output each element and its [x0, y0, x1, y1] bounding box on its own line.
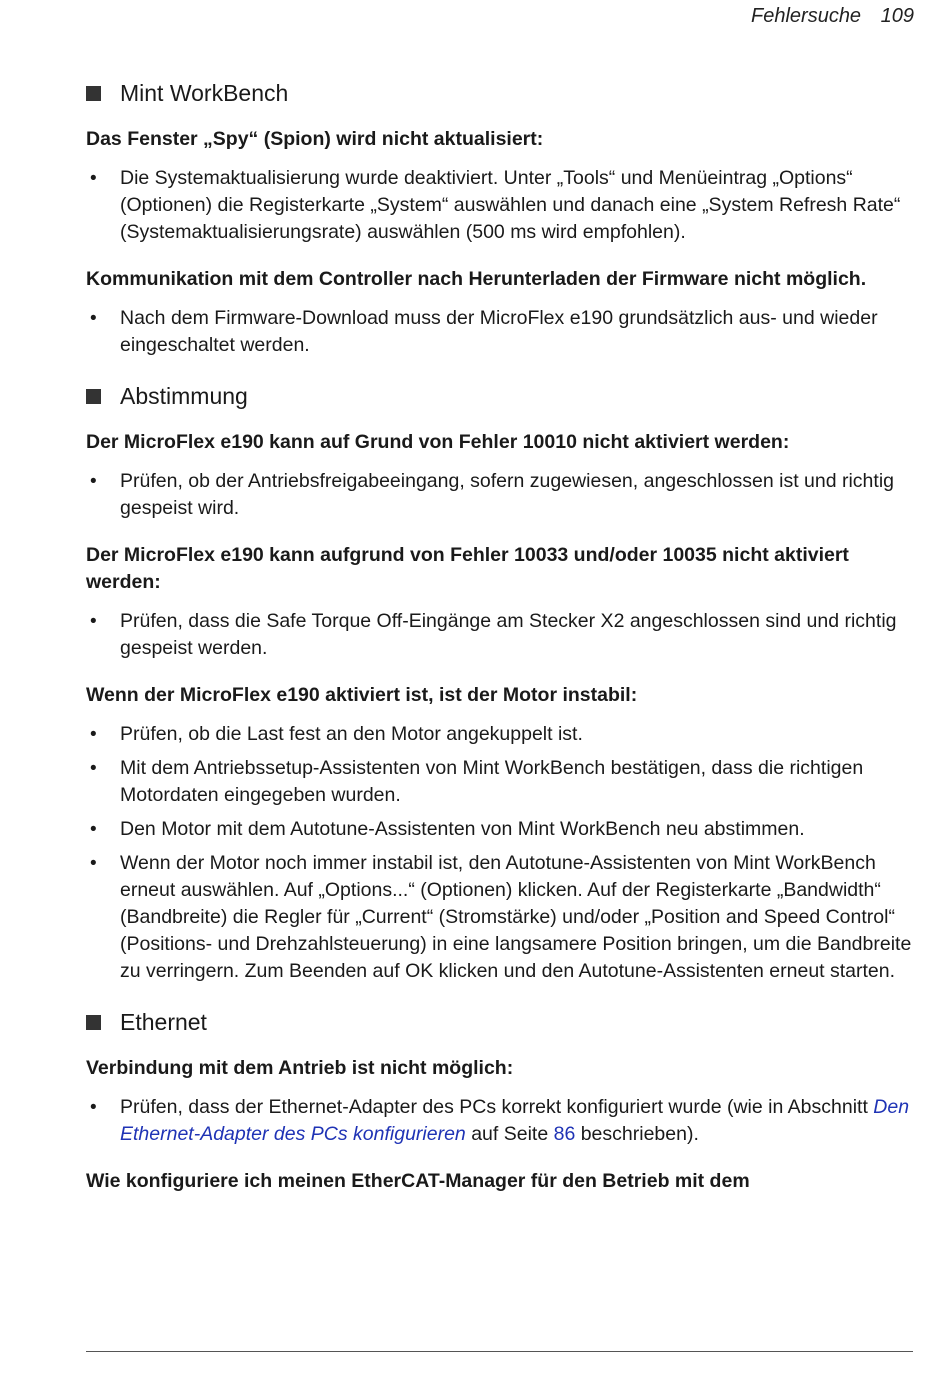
list-item: [86, 1094, 916, 1148]
bullet-dot-icon: •: [90, 853, 97, 874]
section-heading: [86, 1005, 916, 1039]
list-item-text: Prüfen, dass die Safe Torque Off-Eingänge am Stecker X2 angeschlossen sind und richtig gespeist werden.: [120, 610, 897, 659]
bullet-dot-icon: •: [90, 168, 97, 189]
bullet-dot-icon: •: [90, 724, 97, 745]
list-item-text: Prüfen, ob der Antriebsfreigabeeingang, sofern zugewiesen, angeschlossen ist und richtig gespeist wird.: [120, 470, 894, 519]
list-item: [86, 755, 916, 809]
question-heading: Der MicroFlex e190 kann auf Grund von Fehler 10010 nicht aktiviert werden:: [86, 431, 790, 453]
page-number: 109: [880, 5, 914, 27]
bullet-list: [86, 721, 916, 985]
bullet-dot-icon: •: [90, 758, 97, 779]
bullet-dot-icon: •: [90, 611, 97, 632]
section-heading: [86, 379, 916, 413]
section-mint-workbench: [86, 76, 916, 359]
list-item: [86, 305, 916, 359]
square-bullet-icon: [86, 1015, 101, 1030]
list-item-text-middle: auf Seite: [465, 1123, 554, 1145]
question-heading: Verbindung mit dem Antrieb ist nicht möglich:: [86, 1057, 514, 1079]
list-item-text: Nach dem Firmware-Download muss der MicroFlex e190 grundsätzlich aus- und wieder eingeschaltet werden.: [120, 307, 878, 356]
header-section-title: Fehlersuche: [751, 5, 862, 27]
bullet-dot-icon: •: [90, 308, 97, 329]
list-item: [86, 721, 916, 748]
list-item: [86, 608, 916, 662]
section-heading-text: Mint WorkBench: [120, 79, 289, 106]
page-content: [86, 76, 916, 1207]
list-item-text: Mit dem Antriebssetup-Assistenten von Mint WorkBench bestätigen, dass die richtigen Motordaten eingegeben wurden.: [120, 757, 864, 806]
bullet-list: [86, 305, 916, 359]
footer-divider: [86, 1351, 913, 1352]
bullet-dot-icon: •: [90, 1097, 97, 1118]
question-heading: Wie konfiguriere ich meinen EtherCAT-Manager für den Betrieb mit dem: [86, 1170, 750, 1192]
question-heading: Kommunikation mit dem Controller nach Herunterladen der Firmware nicht möglich.: [86, 268, 867, 290]
bullet-list: [86, 165, 916, 246]
section-abstimmung: [86, 379, 916, 985]
list-item-text: Die Systemaktualisierung wurde deaktiviert. Unter „Tools“ und Menüeintrag „Options“ (Optionen) die Registerkarte „System“ auswählen und danach eine „System Refresh Rate“ (Systemaktualisierungsrate) auswählen (500 ms wird empfohlen).: [120, 167, 901, 243]
square-bullet-icon: [86, 86, 101, 101]
question-heading: Wenn der MicroFlex e190 aktiviert ist, ist der Motor instabil:: [86, 684, 638, 706]
page-header: [751, 5, 914, 28]
section-heading: [86, 76, 916, 110]
list-item-text: Wenn der Motor noch immer instabil ist, den Autotune-Assistenten von Mint WorkBench erneut auswählen. Auf „Options...“ (Optionen) klicken. Auf der Registerkarte „Bandwidth“ (Bandbreite) die Regler für „Current“ (Stromstärke) und/oder „Position and Speed Control“ (Positions- und Drehzahlsteuerung) in eine langsamere Position bringen, um die Bandbreite zu verringern. Zum Beenden auf OK klicken und den Autotune-Assistenten erneut starten.: [120, 852, 912, 982]
list-item: [86, 468, 916, 522]
section-link[interactable]: Den Ethernet-Adapter des PCs konfigurieren: [120, 1096, 910, 1145]
bullet-list: [86, 468, 916, 522]
bullet-list: [86, 608, 916, 662]
section-heading-text: Abstimmung: [120, 382, 248, 409]
list-item-text: Den Motor mit dem Autotune-Assistenten von Mint WorkBench neu abstimmen.: [120, 818, 805, 840]
bullet-dot-icon: •: [90, 471, 97, 492]
list-item-text: Prüfen, ob die Last fest an den Motor angekuppelt ist.: [120, 723, 583, 745]
section-heading-text: Ethernet: [120, 1008, 207, 1035]
list-item-text-after: beschrieben).: [575, 1123, 699, 1145]
bullet-list: [86, 1094, 916, 1148]
list-item: [86, 816, 916, 843]
question-heading: Das Fenster „Spy“ (Spion) wird nicht aktualisiert:: [86, 128, 544, 150]
list-item: [86, 850, 916, 985]
question-heading: Der MicroFlex e190 kann aufgrund von Fehler 10033 und/oder 10035 nicht aktiviert werden:: [86, 544, 849, 593]
bullet-dot-icon: •: [90, 819, 97, 840]
page-link[interactable]: 86: [553, 1123, 576, 1145]
list-item-text-before: Prüfen, dass der Ethernet-Adapter des PCs korrekt konfiguriert wurde (wie in Abschnitt: [120, 1096, 874, 1118]
list-item: [86, 165, 916, 246]
square-bullet-icon: [86, 389, 101, 404]
section-ethernet: [86, 1005, 916, 1195]
